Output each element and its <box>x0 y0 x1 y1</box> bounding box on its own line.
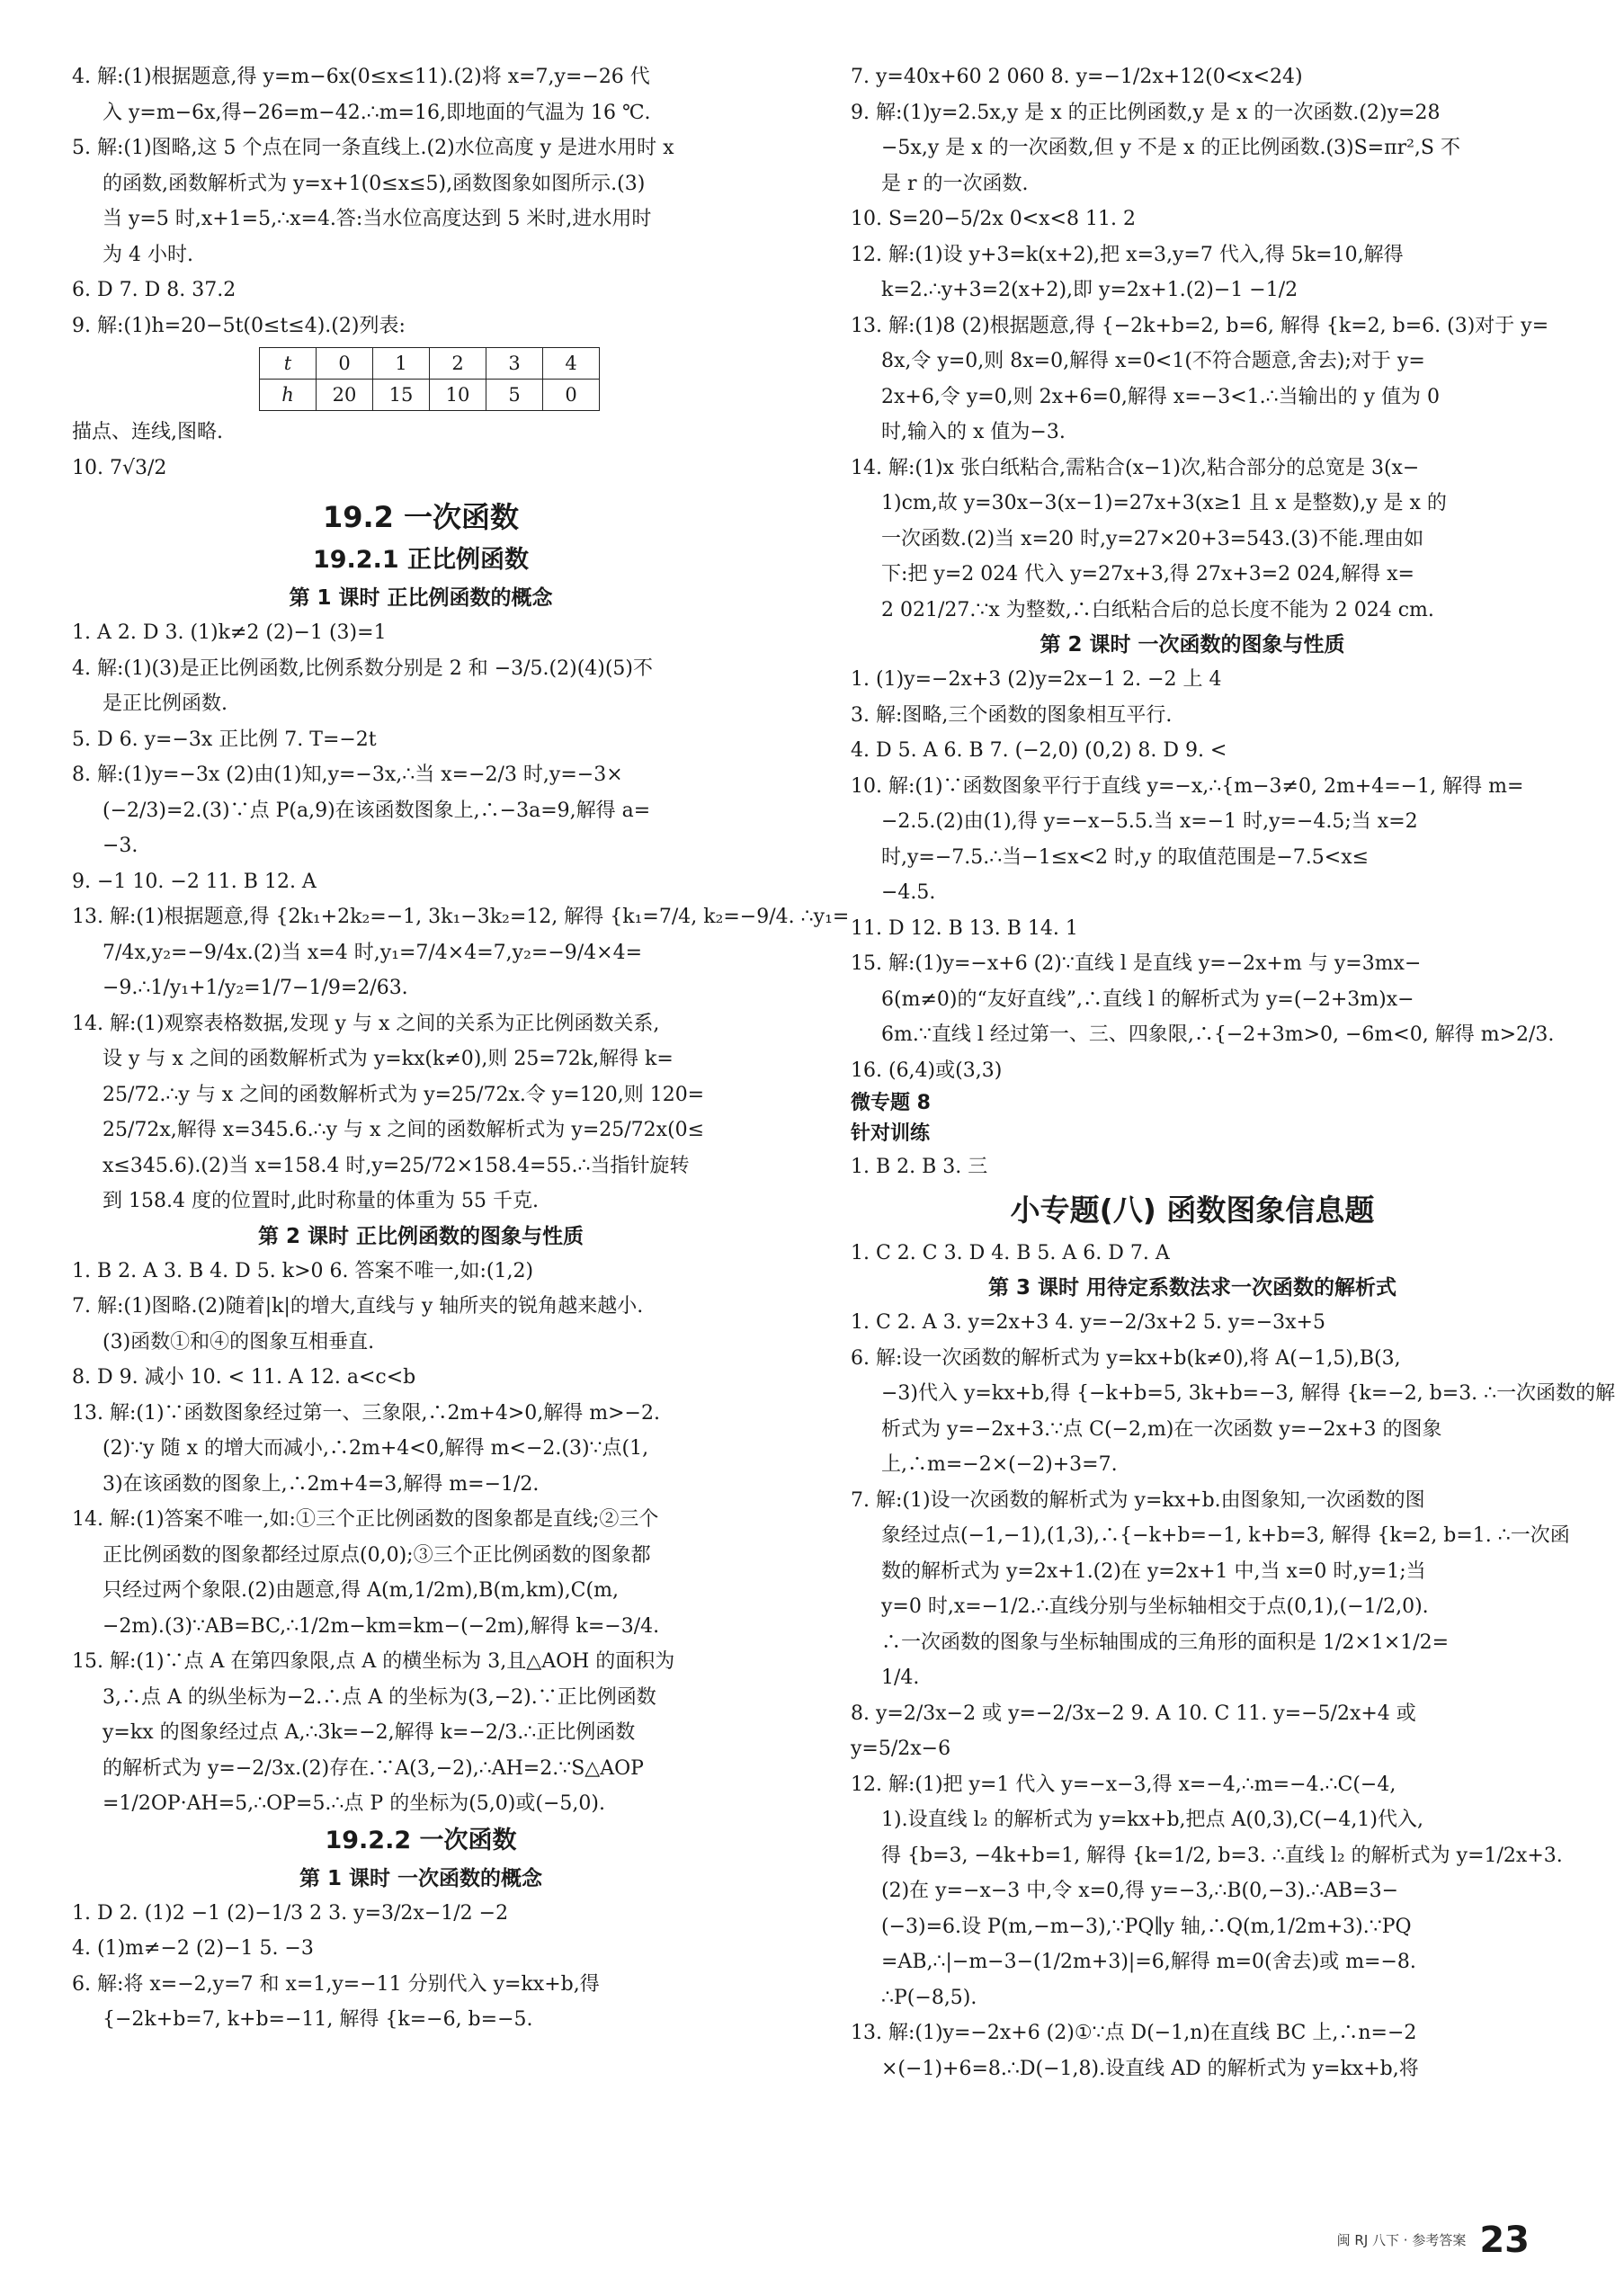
answer-line: 设 y 与 x 之间的函数解析式为 y=kx(k≠0),则 25=72k,解得 k= <box>103 1048 674 1070</box>
answer-line: 7. 解:(1)设一次函数的解析式为 y=kx+b.由图象知,一次函数的图 <box>851 1488 1425 1512</box>
answer-line: −5x,y 是 x 的一次函数,但 y 不是 x 的正比例函数.(3)S=πr²,S 不 <box>881 137 1460 159</box>
answer-line: 得 {b=3, −4k+b=1, 解得 {k=1/2, b=3. ∴直线 l₂ 的解析式为 y=1/2x+3. <box>881 1844 1563 1867</box>
answer-line: 1. B 2. B 3. 三 <box>851 1156 988 1178</box>
lesson-heading: 第 2 课时 正比例函数的图象与性质 <box>257 1224 584 1248</box>
answer-line: 4. 解:(1)根据题意,得 y=m−6x(0≤x≤11).(2)将 x=7,y=−26 代 <box>72 66 650 88</box>
answer-line: {−2k+b=7, k+b=−11, 解得 {k=−6, b=−5. <box>103 2008 533 2031</box>
answer-line: 5. D 6. y=−3x 正比例 7. T=−2t <box>72 728 377 751</box>
table-cell: t <box>260 348 317 380</box>
answer-line: 描点、连线,图略. <box>72 421 223 443</box>
answer-line: y=5/2x−6 <box>851 1738 951 1760</box>
answer-line: k=2.∴y+3=2(x+2),即 y=2x+1.(2)−1 −1/2 <box>881 279 1298 301</box>
value-table <box>259 347 600 411</box>
answer-line: 10. S=20−5/2x 0<x<8 11. 2 <box>851 208 1136 230</box>
answer-line: −2.5.(2)由(1),得 y=−x−5.5.当 x=−1 时,y=−4.5;当 x=2 <box>881 810 1418 833</box>
table-cell: 2 <box>430 348 486 380</box>
answer-line: 的函数,函数解析式为 y=x+1(0≤x≤5),函数图象如图所示.(3) <box>103 172 646 195</box>
answer-line: −3. <box>103 835 138 857</box>
answer-line: 14. 解:(1)答案不唯一,如:①三个正比例函数的图象都是直线;②三个 <box>72 1508 659 1531</box>
table-cell: 15 <box>373 380 430 411</box>
answer-line: 15. 解:(1)y=−x+6 (2)∵直线 l 是直线 y=−2x+m 与 y=3mx− <box>851 952 1422 975</box>
lesson-heading: 第 2 课时 一次函数的图象与性质 <box>1039 633 1345 657</box>
answer-line: 1. A 2. D 3. (1)k≠2 (2)−1 (3)=1 <box>72 621 387 644</box>
footer-label: 闽 RJ 八下 · 参考答案 <box>1336 2231 1467 2248</box>
page-number: 23 <box>1479 2220 1530 2261</box>
answer-line: 7. y=40x+60 2 060 8. y=−1/2x+12(0<x<24) <box>851 66 1303 88</box>
answer-line: 11. D 12. B 13. B 14. 1 <box>851 916 1078 940</box>
answer-line: (2)∵y 随 x 的增大而减小,∴2m+4<0,解得 m<−2.(3)∵点(1, <box>103 1437 649 1460</box>
answer-line: 8. 解:(1)y=−3x (2)由(1)知,y=−3x,∴当 x=−2/3 时,y=−3× <box>72 764 623 786</box>
answer-line: 下:把 y=2 024 代入 y=27x+3,得 27x+3=2 024,解得 x= <box>881 563 1414 585</box>
answer-line: 15. 解:(1)∵点 A 在第四象限,点 A 的横坐标为 3,且△AOH 的面积为 <box>72 1650 675 1673</box>
answer-line: 16. (6,4)或(3,3) <box>851 1059 1003 1082</box>
answer-line: 4. (1)m≠−2 (2)−1 5. −3 <box>72 1937 314 1960</box>
table-cell: 5 <box>486 380 543 411</box>
answer-line: 14. 解:(1)x 张白纸粘合,需粘合(x−1)次,粘合部分的总宽是 3(x− <box>851 456 1420 479</box>
answer-line: 入 y=m−6x,得−26=m−42.∴m=16,即地面的气温为 16 ℃. <box>103 101 651 124</box>
answer-line: ∴一次函数的图象与坐标轴围成的三角形的面积是 1/2×1×1/2= <box>881 1630 1450 1654</box>
table-cell: h <box>260 380 317 411</box>
answer-line: 9. 解:(1)h=20−5t(0≤t≤4).(2)列表: <box>72 314 406 337</box>
answer-column-right <box>851 59 1615 2086</box>
answer-line: 3)在该函数的图象上,∴2m+4=3,解得 m=−1/2. <box>103 1472 540 1496</box>
answer-line: 4. D 5. A 6. B 7. (−2,0) (0,2) 8. D 9. < <box>851 739 1227 762</box>
answer-line: 3. 解:图略,三个函数的图象相互平行. <box>851 703 1173 727</box>
answer-line: 13. 解:(1)∵函数图象经过第一、三象限,∴2m+4>0,解得 m>−2. <box>72 1401 660 1425</box>
answer-line: −2m).(3)∵AB=BC,∴1/2m−km=km−(−2m),解得 k=−3/4. <box>103 1614 660 1638</box>
answer-column-left <box>72 59 850 2038</box>
answer-line: −9.∴1/y₁+1/y₂=1/7−1/9=2/63. <box>103 977 408 999</box>
answer-line: 时,y=−7.5.∴当−1≤x<2 时,y 的取值范围是−7.5<x≤ <box>881 845 1370 869</box>
answer-line: 6. D 7. D 8. 37.2 <box>72 279 236 301</box>
answer-line: 8. y=2/3x−2 或 y=−2/3x−2 9. A 10. C 11. y=−5/2x+4 或 <box>851 1702 1416 1725</box>
answer-line: (3)函数①和④的图象互相垂直. <box>103 1330 375 1353</box>
answer-line: 析式为 y=−2x+3.∵点 C(−2,m)在一次函数 y=−2x+3 的图象 <box>881 1417 1442 1441</box>
answer-line: 12. 解:(1)设 y+3=k(x+2),把 x=3,y=7 代入,得 5k=10,解得 <box>851 243 1404 266</box>
special-topic-heading: 小专题(八) 函数图象信息题 <box>1010 1192 1375 1228</box>
answer-line: 2 021/27.∵x 为整数,∴白纸粘合后的总长度不能为 2 024 cm. <box>881 598 1434 621</box>
answer-line: 12. 解:(1)把 y=1 代入 y=−x−3,得 x=−4,∴m=−4.∴C(−4, <box>851 1773 1396 1796</box>
answer-line: 10. 7√3/2 <box>72 456 167 479</box>
answer-line: 3,∴点 A 的纵坐标为−2.∴点 A 的坐标为(3,−2).∵正比例函数 <box>103 1685 656 1709</box>
answer-line: 9. −1 10. −2 11. B 12. A <box>72 870 317 893</box>
answer-line: 当 y=5 时,x+1=5,∴x=4.答:当水位高度达到 5 米时,进水用时 <box>103 208 652 230</box>
answer-line: 13. 解:(1)8 (2)根据题意,得 {−2k+b=2, b=6, 解得 {k=2, b=6. (3)对于 y= <box>851 314 1549 337</box>
table-cell: 0 <box>317 348 373 380</box>
answer-line: 象经过点(−1,−1),(1,3),∴{−k+b=−1, k+b=3, 解得 {k=2, b=1. ∴一次函 <box>881 1524 1570 1547</box>
answer-line: 1. B 2. A 3. B 4. D 5. k>0 6. 答案不唯一,如:(1,2) <box>72 1259 534 1282</box>
subsection-heading: 19.2.1 正比例函数 <box>312 546 530 574</box>
answer-line: 25/72x,解得 x=345.6.∴y 与 x 之间的函数解析式为 y=25/72x(0≤ <box>103 1119 705 1141</box>
drill-heading: 针对训练 <box>851 1122 931 1145</box>
answer-line: 是正比例函数. <box>103 692 228 715</box>
lesson-heading: 第 1 课时 正比例函数的概念 <box>289 586 553 610</box>
answer-line: 只经过两个象限.(2)由题意,得 A(m,1/2m),B(m,km),C(m, <box>103 1579 619 1602</box>
answer-line: 到 158.4 度的位置时,此时称量的体重为 55 千克. <box>103 1190 539 1212</box>
answer-line: 8. D 9. 减小 10. < 11. A 12. a<c<b <box>72 1366 416 1389</box>
answer-line: 4. 解:(1)(3)是正比例函数,比例系数分别是 2 和 −3/5.(2)(4)(5)不 <box>72 657 654 680</box>
answer-line: −3)代入 y=kx+b,得 {−k+b=5, 3k+b=−3, 解得 {k=−2, b=3. ∴一次函数的解 <box>881 1382 1615 1405</box>
lesson-heading: 第 1 课时 一次函数的概念 <box>299 1866 543 1890</box>
answer-line: 10. 解:(1)∵函数图象平行于直线 y=−x,∴{m−3≠0, 2m+4=−1, 解得 m= <box>851 774 1524 798</box>
answer-line: ×(−1)+6=8.∴D(−1,8).设直线 AD 的解析式为 y=kx+b,将 <box>881 2057 1419 2080</box>
answer-line: 1)cm,故 y=30x−3(x−1)=27x+3(x≥1 且 x 是整数),y 是 x 的 <box>881 492 1447 514</box>
answer-line: 1/4. <box>881 1666 920 1689</box>
answer-line: 13. 解:(1)根据题意,得 {2k₁+2k₂=−1, 3k₁−3k₂=12, 解得 {k₁=7/4, k₂=−9/4. ∴y₁= <box>72 906 850 928</box>
answer-line: x≤345.6).(2)当 x=158.4 时,y=25/72×158.4=55.∴当指针旋转 <box>103 1154 690 1177</box>
answer-line: 25/72.∴y 与 x 之间的函数解析式为 y=25/72x.令 y=120,则 120= <box>103 1083 705 1106</box>
table-cell: 10 <box>430 380 486 411</box>
answer-line: y=kx 的图象经过点 A,∴3k=−2,解得 k=−2/3.∴正比例函数 <box>103 1721 636 1744</box>
subsection-heading: 19.2.2 一次函数 <box>325 1826 517 1854</box>
answer-line: (−3)=6.设 P(m,−m−3),∵PQ∥y 轴,∴Q(m,1/2m+3).∵PQ <box>881 1915 1412 1938</box>
table-cell: 0 <box>543 380 600 411</box>
table-row <box>260 380 600 411</box>
answer-line: 1. (1)y=−2x+3 (2)y=2x−1 2. −2 上 4 <box>851 668 1222 691</box>
table-cell: 20 <box>317 380 373 411</box>
answer-line: 1. C 2. C 3. D 4. B 5. A 6. D 7. A <box>851 1241 1170 1264</box>
answer-line: 6. 解:设一次函数的解析式为 y=kx+b(k≠0),将 A(−1,5),B(3, <box>851 1346 1401 1370</box>
answer-line: 7/4x,y₂=−9/4x.(2)当 x=4 时,y₁=7/4×4=7,y₂=−9/4×4= <box>103 941 643 964</box>
section-heading: 19.2 一次函数 <box>322 500 520 534</box>
answer-line: (−2/3)=2.(3)∵点 P(a,9)在该函数图象上,∴−3a=9,解得 a= <box>103 799 651 822</box>
answer-line: 14. 解:(1)观察表格数据,发现 y 与 x 之间的关系为正比例函数关系, <box>72 1012 660 1035</box>
answer-line: 是 r 的一次函数. <box>881 172 1029 195</box>
answer-line: 的解析式为 y=−2/3x.(2)存在.∵A(3,−2),∴AH=2.∵S△AOP <box>103 1756 644 1780</box>
answer-line: 一次函数.(2)当 x=20 时,y=27×20+3=543.(3)不能.理由如 <box>881 527 1424 550</box>
answer-line: y=0 时,x=−1/2.∴直线分别与坐标轴相交于点(0,1),(−1/2,0). <box>881 1595 1429 1618</box>
answer-line: 6(m≠0)的“友好直线”,∴直线 l 的解析式为 y=(−2+3m)x− <box>881 987 1414 1011</box>
table-cell: 4 <box>543 348 600 380</box>
answer-line: 1).设直线 l₂ 的解析式为 y=kx+b,把点 A(0,3),C(−4,1)代入, <box>881 1809 1423 1831</box>
table-cell: 3 <box>486 348 543 380</box>
lesson-heading: 第 3 课时 用待定系数法求一次函数的解析式 <box>987 1276 1397 1300</box>
answer-line: 数的解析式为 y=2x+1.(2)在 y=2x+1 中,当 x=0 时,y=1;当 <box>881 1559 1426 1583</box>
answer-line: =AB,∴|−m−3−(1/2m+3)|=6,解得 m=0(舍去)或 m=−8. <box>881 1951 1416 1973</box>
micro-topic-heading: 微专题 8 <box>851 1092 931 1114</box>
table-cell: 1 <box>373 348 430 380</box>
answer-line: 2x+6,令 y=0,则 2x+6=0,解得 x=−3<1.∴当输出的 y 值为 0 <box>881 385 1441 408</box>
answer-line: 5. 解:(1)图略,这 5 个点在同一条直线上.(2)水位高度 y 是进水用时 x <box>72 137 674 159</box>
answer-line: 6m.∵直线 l 经过第一、三、四象限,∴{−2+3m>0, −6m<0, 解得 m>2/3. <box>881 1023 1555 1046</box>
answer-line: 6. 解:将 x=−2,y=7 和 x=1,y=−11 分别代入 y=kx+b,得 <box>72 1972 600 1996</box>
table-row <box>260 348 600 380</box>
page-footer <box>1336 2220 1530 2261</box>
answer-line: (2)在 y=−x−3 中,令 x=0,得 y=−3,∴B(0,−3).∴AB=3− <box>881 1880 1399 1902</box>
answer-line: 正比例函数的图象都经过原点(0,0);③三个正比例函数的图象都 <box>103 1543 651 1567</box>
answer-line: =1/2OP·AH=5,∴OP=5.∴点 P 的坐标为(5,0)或(−5,0). <box>103 1792 605 1815</box>
answer-line: 1. D 2. (1)2 −1 (2)−1/3 2 3. y=3/2x−1/2 −2 <box>72 1901 509 1925</box>
answer-line: 时,输入的 x 值为−3. <box>881 421 1066 443</box>
answer-line: 8x,令 y=0,则 8x=0,解得 x=0<1(不符合题意,舍去);对于 y= <box>881 350 1425 372</box>
answer-line: 9. 解:(1)y=2.5x,y 是 x 的正比例函数,y 是 x 的一次函数.(2)y=28 <box>851 101 1441 124</box>
answer-line: 1. C 2. A 3. y=2x+3 4. y=−2/3x+2 5. y=−3x+5 <box>851 1311 1325 1334</box>
answer-line: −4.5. <box>881 881 936 904</box>
answer-line: 13. 解:(1)y=−2x+6 (2)①∵点 D(−1,n)在直线 BC 上,∴n=−2 <box>851 2022 1417 2044</box>
answer-line: 为 4 小时. <box>103 243 193 266</box>
answer-line: 上,∴m=−2×(−2)+3=7. <box>881 1453 1118 1476</box>
answer-line: 7. 解:(1)图略.(2)随着|k|的增大,直线与 y 轴所夹的锐角越来越小. <box>72 1295 644 1318</box>
answer-line: ∴P(−8,5). <box>881 1986 977 2009</box>
